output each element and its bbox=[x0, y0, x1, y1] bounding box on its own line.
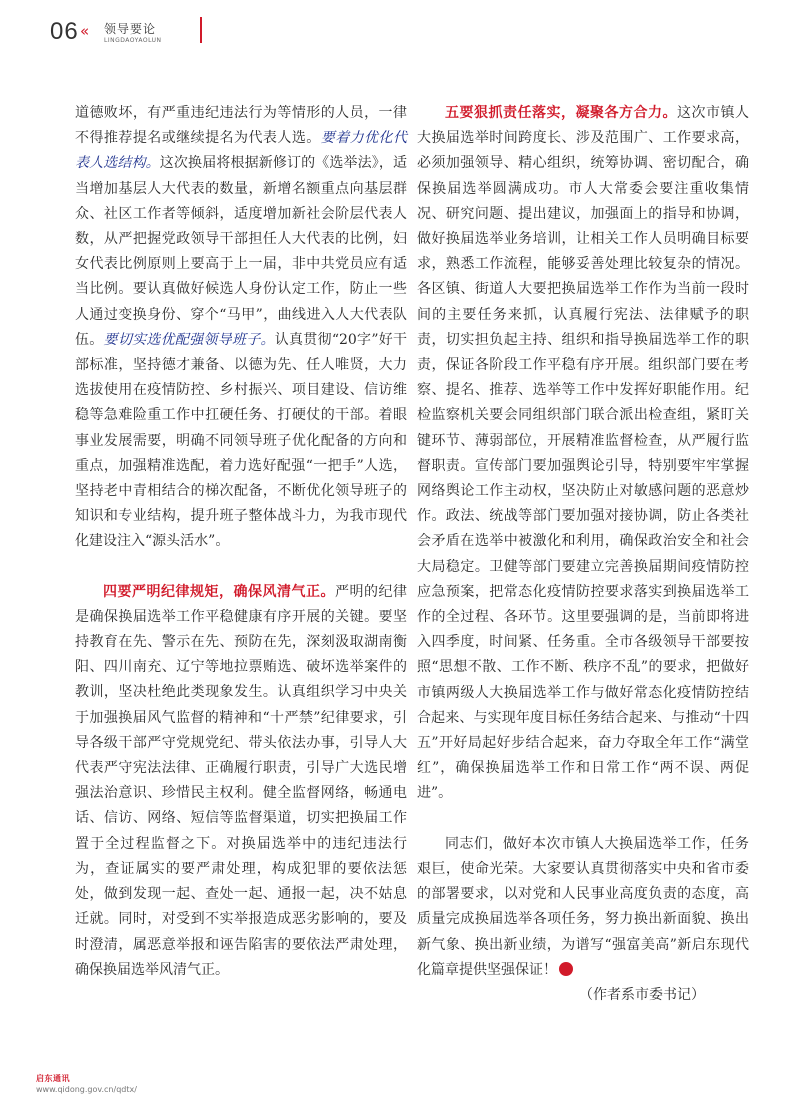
section-four-heading: 四要严明纪律规矩，确保风清气正。 bbox=[103, 583, 335, 600]
footer-url: www.qidong.gov.cn/qdtx/ bbox=[36, 1085, 137, 1094]
paragraph-section-five bbox=[417, 101, 749, 807]
end-seal-icon bbox=[559, 962, 573, 976]
section-pinyin: LINGDAOYAOLUN bbox=[104, 37, 162, 44]
paragraph-closing bbox=[417, 832, 749, 983]
header-divider bbox=[200, 17, 202, 43]
paragraph-text: 这次市镇人大换届选举时间跨度长、涉及范围广、工作要求高，必须加强领导、精心组织，统筹协调、密切配合，确保换届选举圆满成功。市人大常委会要注重收集情况、研究问题、提出建议，加强面上的指导和协调，做好换届选举业务培训，让相关工作人员明确目标要求，熟悉工作流程，能够妥善处理比较复杂的情况。各区镇、街道人大要把换届选举工作作为当前一段时间的主要任务来抓，认真履行宪法、法律赋予的职责，切实担负起主持、组织和指导换届选举工作的职责，保证各阶段工作平稳有序开展。组织部门要在考察、提名、推荐、选举等工作中发挥好职能作用。纪检监察机关要会同组织部门联合派出检查组，紧盯关键环节、薄弱部位，开展精准监督检查，从严履行监督职责。宣传部门要加强舆论引导，特别要牢牢掌握网络舆论工作主动权，坚决防止对敏感问题的恶意炒作。政法、统战等部门要加强对接协调，防止各类社会矛盾在选举中被激化和利用，确保政治安全和社会大局稳定。卫健等部门要建立完善换届期间疫情防控应急预案，把常态化疫情防控要求落实到换届选举工作的全过程、各环节。这里要强调的是，当前即将进入四季度，时间紧、任务重。全市各级领导干部要按照“思想不散、工作不断、秩序不乱”的要求，把做好市镇两级人大换届选举工作与做好常态化疫情防控结合起来、与实现年度目标任务结合起来、与推动“十四五”开好局起好步结合起来，奋力夺取全年工作“满堂红”，确保换届选举工作和日常工作“两不误、两促进”。 bbox=[417, 105, 749, 802]
paragraph-text: 道德败坏，有严重违纪违法行为等情形的人员，一律不得推荐提名或继续提名为代表人选。 bbox=[75, 105, 407, 147]
section-title: 领导要论 bbox=[104, 22, 157, 36]
page-footer bbox=[36, 1073, 137, 1094]
emphasis-leadership-team: 要切实选优配强领导班子。 bbox=[103, 331, 275, 348]
paragraph-text: 同志们，做好本次市镇人大换届选举工作，任务艰巨，使命光荣。大家要认真贯彻落实中央和省市委的部署要求，以对党和人民事业高度负责的态度，高质量完成换届选举各项任务，努力换出新面貌、换出新气象、换出新业绩，为谱写“强富美高”新启东现代化篇章提供坚强保证！ bbox=[417, 835, 749, 978]
paragraph-text: 严明的纪律是确保换届选举工作平稳健康有序开展的关键。要坚持教育在先、警示在先、预防在先，深刻汲取湖南衡阳、四川南充、辽宁等地拉票贿选、破坏选举案件的教训，坚决杜绝此类现象发生。认真组织学习中央关于加强换届风气监督的精神和“十严禁”纪律要求，引导各级干部严守党规党纪、带头依法办事，引导人大代表严守宪法法律、正确履行职责，引导广大选民增强法治意识、珍惜民主权利。健全监督网络，畅通电话、信访、网络、短信等监督渠道，切实把换届工作置于全过程监督之下。对换届选举中的违纪违法行为，查证属实的要严肃处理，构成犯罪的要依法惩处，做到发现一起、查处一起、通报一起，决不姑息迁就。同时，对受到不实举报造成恶劣影响的，要及时澄清，属恶意举报和诬告陷害的要依法严肃处理，确保换届选举风清气正。 bbox=[75, 583, 407, 978]
author-byline: （作者系市委书记） bbox=[579, 986, 705, 1003]
paragraph-section-four bbox=[75, 580, 407, 983]
paragraph-continued bbox=[75, 101, 407, 555]
page-number: 06 bbox=[50, 18, 79, 45]
paragraph-text: 这次换届将根据新修订的《选举法》，适当增加基层人大代表的数量，新增名额重点向基层群众、社区工作者等倾斜，适度增加新社会阶层代表人数，从严把握党政领导干部担任人大代表的比例，妇女代表比例原则上要高于上一届，非中共党员应有适当比例。要认真做好候选人身份认定工作，防止一些人通过变换身份、穿个“马甲”，曲线进入人大代表队伍。 bbox=[75, 155, 408, 348]
left-column bbox=[75, 101, 407, 983]
emphasis-optimize-structure: 要着力优化代表人选结构。 bbox=[75, 130, 408, 172]
right-column bbox=[417, 101, 749, 1008]
double-chevron-icon: « bbox=[80, 22, 90, 40]
footer-brand: 启东通讯 bbox=[36, 1074, 70, 1083]
section-five-heading: 五要狠抓责任落实，凝聚各方合力。 bbox=[445, 105, 677, 121]
paragraph-text: 认真贯彻“20字”好干部标准，坚持德才兼备、以德为先、任人唯贤，大力选拔使用在疫情防控、乡村振兴、项目建设、信访维稳等急难险重工作中扛硬任务、打硬仗的干部。着眼事业发展需要，明确不同领导班子优化配备的方向和重点，加强精准选配，着力选好配强“一把手”人选，坚持老中青相结合的梯次配备，不断优化领导班子的知识和专业结构，提升班子整体战斗力，为我市现代化建设注入“源头活水”。 bbox=[75, 331, 408, 550]
